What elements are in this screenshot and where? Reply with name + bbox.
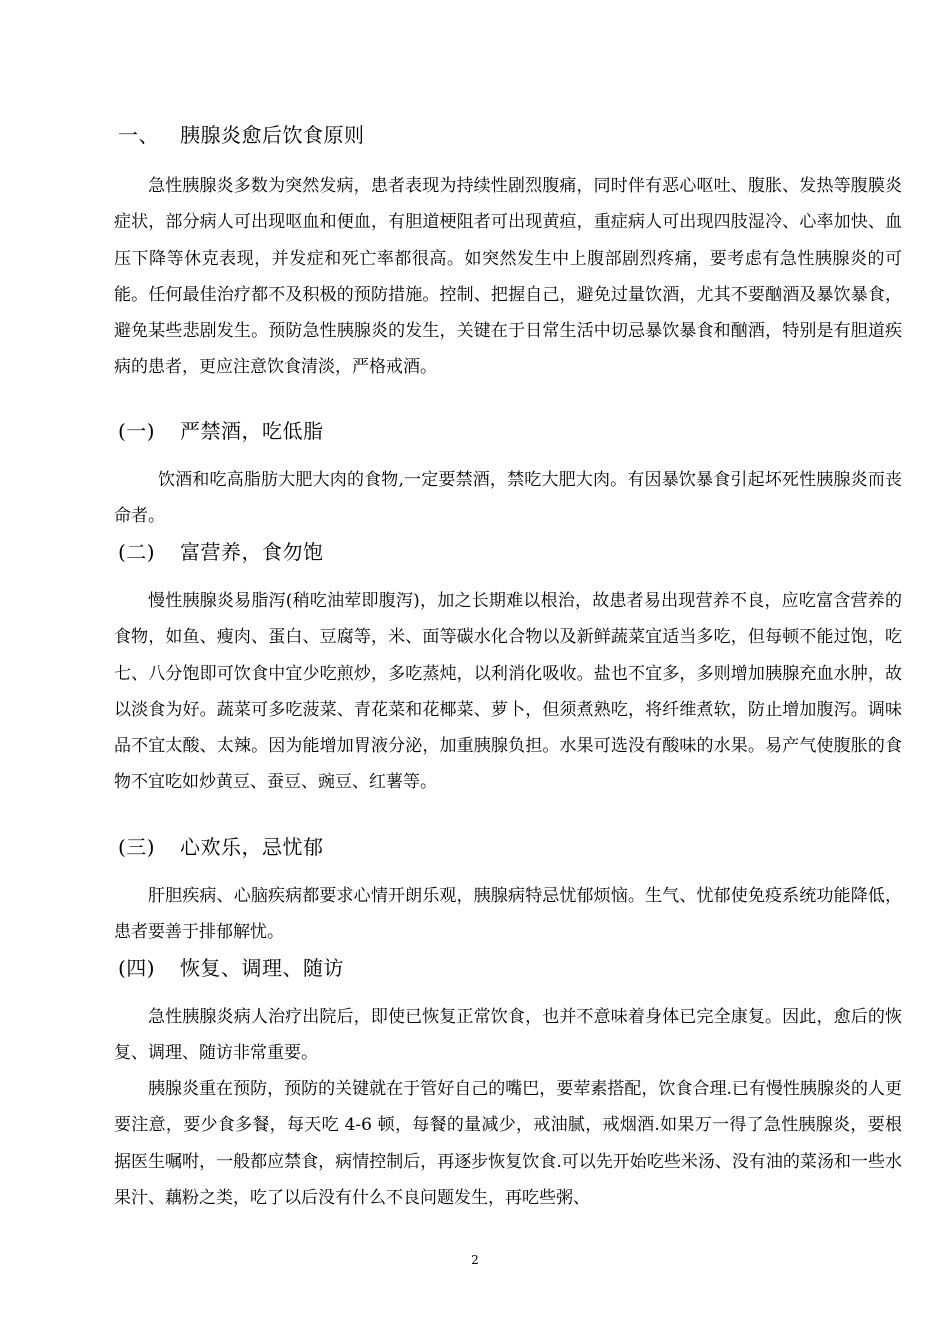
subsection-title: 富营养，食勿饱	[180, 540, 324, 564]
paragraph-5: 胰腺炎重在预防，预防的关键就在于管好自己的嘴巴，要荤素搭配，饮食合理.已有慢性胰腺炎的人更要注意，要少食多餐，每天吃 4-6 顿，每餐的量减少，戒油腻，戒烟酒.如果万一得了急性胰腺炎，要根据医生嘱咐，一般都应禁食，病情控制后，再逐步恢复饮食.可以先开始吃些米汤、没有油的菜汤和一些水果汁、藕粉之类，吃了以后没有什么不良问题发生，再吃些粥、	[114, 1079, 902, 1208]
paragraph-1: 饮酒和吃高脂肪大肥大肉的食物,一定要禁酒，禁吃大肥大肉。有因暴饮暴食引起坏死性胰腺炎而丧命者。	[114, 470, 902, 527]
section-title: 胰腺炎愈后饮食原则	[180, 123, 365, 147]
subsection-heading-2	[118, 539, 324, 565]
subsection-heading-3	[118, 834, 324, 860]
subsection-number: (二)	[118, 540, 156, 564]
subsection-title: 恢复、调理、随访	[180, 956, 344, 980]
subsection-number: (一)	[118, 419, 156, 443]
paragraph-intro: 急性胰腺炎多数为突然发病，患者表现为持续性剧烈腹痛，同时伴有恶心呕吐、腹胀、发热等腹膜炎症状，部分病人可出现呕血和便血，有胆道梗阻者可出现黄疸，重症病人可出现四肢湿冷、心率加快、血压下降等休克表现，并发症和死亡率都很高。如突然发生中上腹部剧烈疼痛，要考虑有急性胰腺炎的可能。任何最佳治疗都不及积极的预防措施。控制、把握自己，避免过量饮酒，尤其不要酗酒及暴饮暴食，避免某些悲剧发生。预防急性胰腺炎的发生，关键在于日常生活中切忌暴饮暴食和酗酒，特别是有胆道疾病的患者，更应注意饮食清淡，严格戒酒。	[114, 176, 902, 378]
paragraph-4: 急性胰腺炎病人治疗出院后，即使已恢复正常饮食，也并不意味着身体已完全康复。因此，愈后的恢复、调理、随访非常重要。	[114, 1007, 902, 1064]
section-number: 一、	[118, 123, 159, 147]
page-number: 2	[471, 1253, 479, 1267]
subsection-number: (三)	[118, 835, 156, 859]
section-heading-main	[118, 122, 365, 148]
subsection-number: (四)	[118, 956, 156, 980]
subsection-heading-4	[118, 955, 344, 981]
paragraph-3: 肝胆疾病、心脑疾病都要求心情开朗乐观，胰腺病特忌忧郁烦恼。生气、忧郁使免疫系统功能降低，患者要善于排郁解忧。	[114, 886, 902, 943]
subsection-title: 心欢乐，忌忧郁	[180, 835, 324, 859]
subsection-heading-1	[118, 418, 324, 444]
paragraph-2: 慢性胰腺炎易脂泻(稍吃油荤即腹泻)，加之长期难以根治，故患者易出现营养不良，应吃富含营养的食物，如鱼、瘦肉、蛋白、豆腐等，米、面等碳水化合物以及新鲜蔬菜宜适当多吃，但每顿不能过饱，吃七、八分饱即可饮食中宜少吃煎炒，多吃蒸炖，以利消化吸收。盐也不宜多，多则增加胰腺充血水肿，故以淡食为好。蔬菜可多吃菠菜、青花菜和花椰菜、萝卜，但须煮熟吃，将纤维煮软，防止增加腹泻。调味品不宜太酸、太辣。因为能增加胃液分泌，加重胰腺负担。水果可选没有酸味的水果。易产气使腹胀的食物不宜吃如炒黄豆、蚕豆、豌豆、红薯等。	[114, 591, 902, 793]
subsection-title: 严禁酒，吃低脂	[180, 419, 324, 443]
